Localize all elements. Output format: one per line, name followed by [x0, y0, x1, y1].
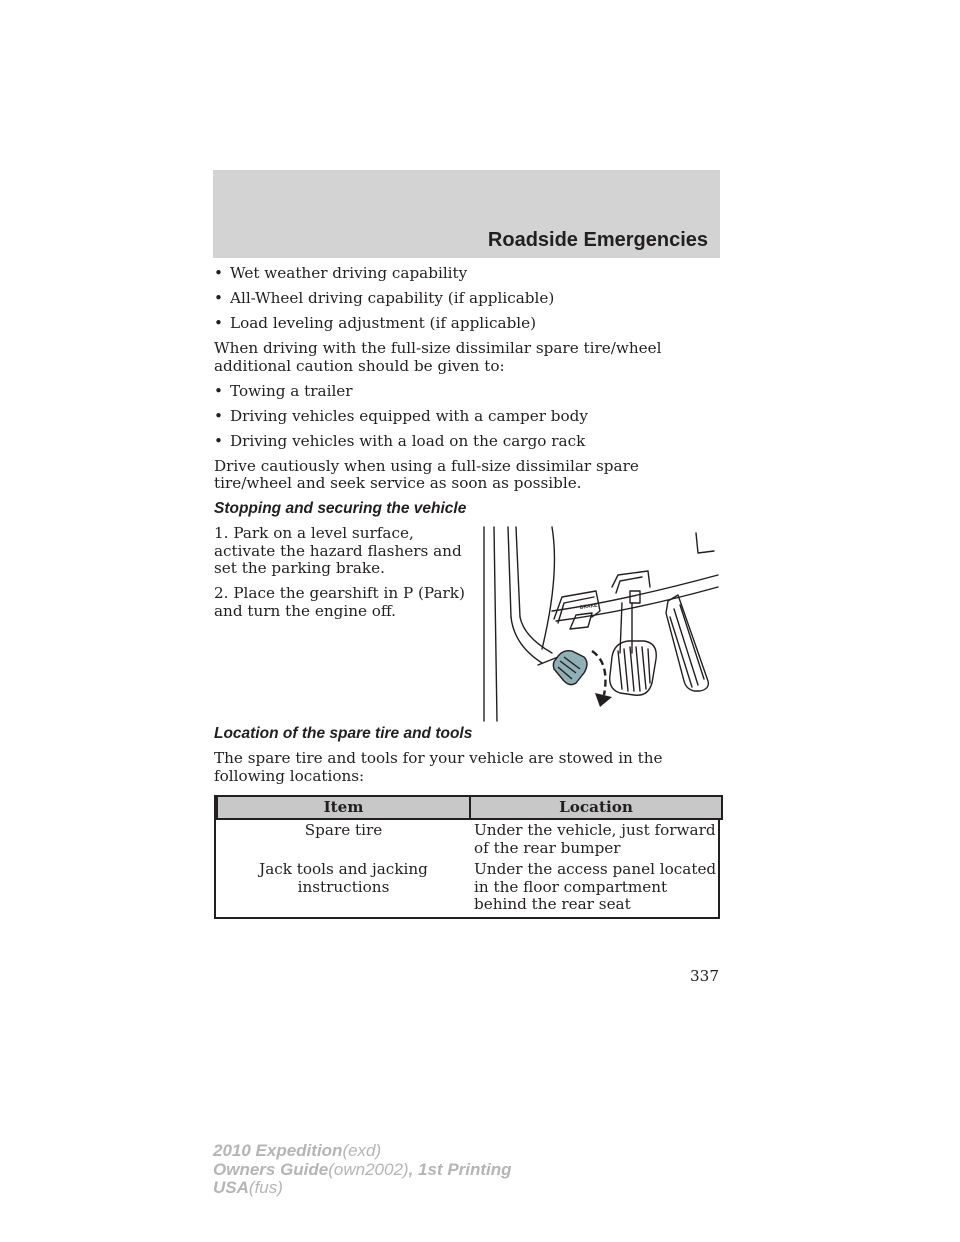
bullet-item: • Wet weather driving capability [214, 264, 468, 282]
tools-table [214, 795, 720, 919]
page-number: 337 [690, 967, 719, 985]
section-header-bar [213, 170, 720, 258]
table-row [217, 819, 722, 860]
steps-with-figure [214, 525, 720, 723]
table-cell-location: Under the vehicle, just forward of the rear bumper [474, 821, 716, 857]
table-row [217, 860, 722, 917]
section-heading-location: Location of the spare tire and tools [214, 725, 473, 742]
step-item: 1. Park on a level surface, activate the hazard flashers and set the parking brake. [214, 524, 462, 577]
table-header-row [217, 796, 722, 819]
section-title: Roadside Emergencies [487, 229, 708, 251]
footer-watermark: 2010 Expedition(exd) Owners Guide(own2002), 1st Printing USA(fus) [213, 1141, 512, 1197]
section-heading-stopping: Stopping and securing the vehicle [214, 500, 467, 517]
intro-paragraph: When driving with the full-size dissimilar spare tire/wheel additional caution should be given to: [214, 339, 662, 375]
location-paragraph: The spare tire and tools for your vehicle are stowed in the following locations: [214, 749, 663, 785]
table-cell-item: Spare tire [304, 821, 383, 839]
caution-paragraph: Drive cautiously when using a full-size dissimilar spare tire/wheel and seek service as soon as possible. [214, 456, 639, 492]
brake-pedal-illustration [472, 525, 720, 723]
bullet-item: • Driving vehicles equipped with a camper body [214, 406, 588, 425]
bullet-item: • Load leveling adjustment (if applicable) [214, 314, 537, 332]
page-content [214, 265, 720, 919]
table-header-location: Location [470, 796, 722, 819]
bullet-item: • Driving vehicles with a load on the cargo rack [214, 431, 586, 450]
table-header-item: Item [217, 796, 470, 819]
table-cell-item: Jack tools and jacking instructions [259, 860, 428, 896]
step-item: 2. Place the gearshift in P (Park) and turn the engine off. [214, 584, 465, 620]
bullet-item: • Towing a trailer [214, 381, 353, 400]
table-cell-location: Under the access panel located in the floor compartment behind the rear seat [474, 860, 717, 913]
steps-list [214, 525, 472, 723]
bullet-item: • All-Wheel driving capability (if applicable) [214, 289, 555, 307]
brake-label: BRAKE [579, 602, 598, 611]
